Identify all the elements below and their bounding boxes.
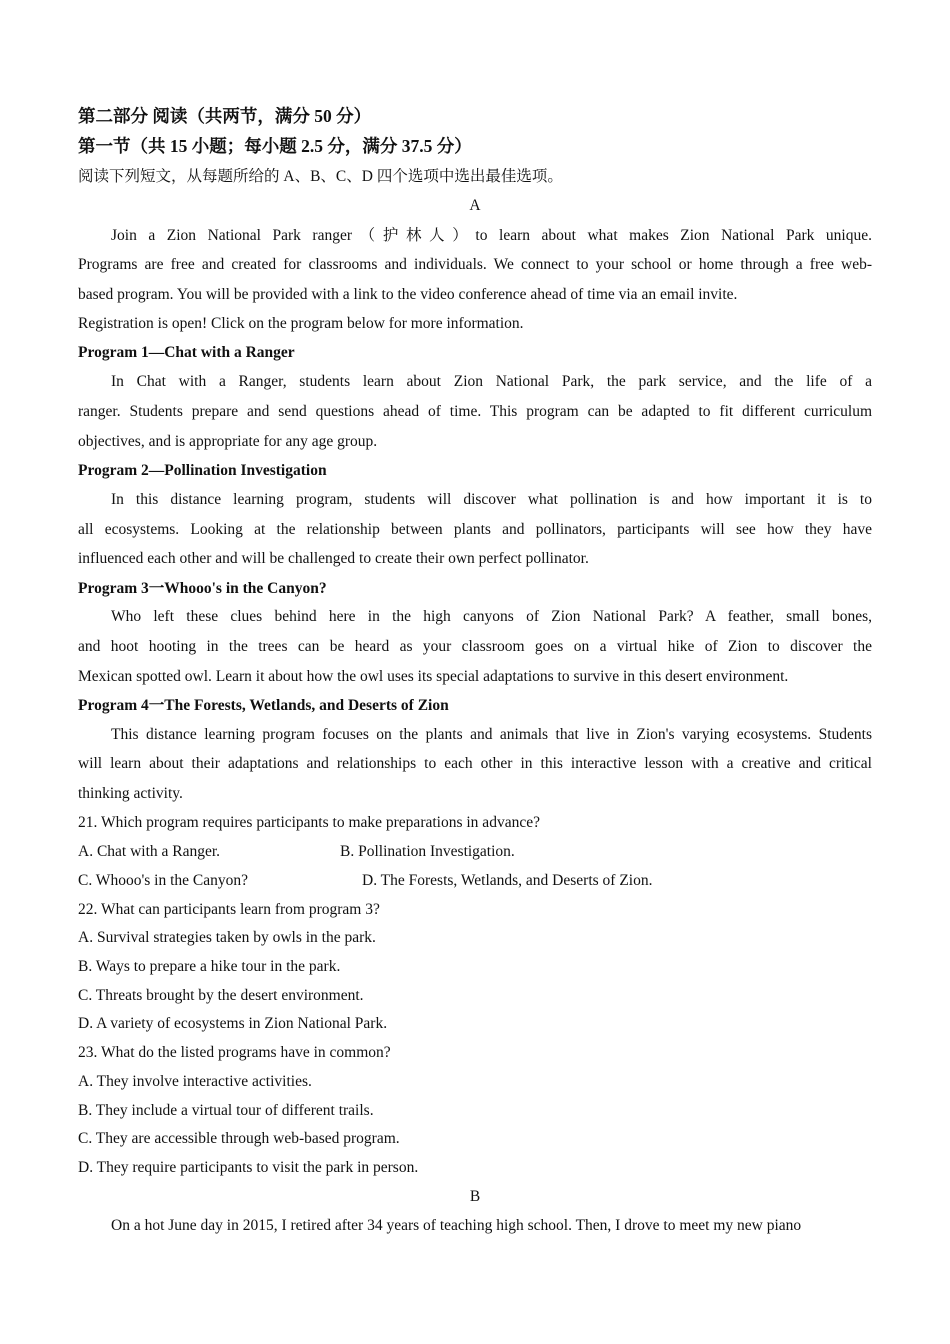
part-title: 第二部分 阅读（共两节，满分 50 分） [78,106,372,126]
option-d[interactable]: D. A variety of ecosystems in Zion National Park. [78,1015,388,1032]
program-3-line: and hoot hooting in the trees can be heard as your classroom goes on a virtual hike of Zion to discover the [78,638,872,655]
program-4-line: thinking activity. [78,785,183,802]
option-c[interactable]: C. Threats brought by the desert environment. [78,987,364,1004]
option-c[interactable]: C. They are accessible through web-based program. [78,1130,400,1147]
program-4-line: will learn about their adaptations and relationships to each other in this interactive lesson with a creative and critical [78,755,872,772]
program-4-line: This distance learning program focuses on the plants and animals that live in Zion's varying ecosystems. Students [111,726,872,743]
option-b[interactable]: B. Ways to prepare a hike tour in the park. [78,958,341,975]
section-title: 第一节（共 15 小题；每小题 2.5 分，满分 37.5 分） [78,136,472,156]
program-2-line: In this distance learning program, students will discover what pollination is and how important it is to [111,491,872,508]
intro-line: Registration is open! Click on the program below for more information. [78,315,524,332]
program-3-line: Who left these clues behind here in the high canyons of Zion National Park? A feather, small bones, [111,608,872,625]
intro-line: based program. You will be provided with a link to the video conference ahead of time via an email invite. [78,286,738,303]
passage-a-label: A [469,197,481,214]
option-b[interactable]: B. Pollination Investigation. [340,843,515,860]
passage-b-label: B [469,1188,481,1205]
instruction: 阅读下列短文，从每题所给的 A、B、C、D 四个选项中选出最佳选项。 [78,168,563,185]
intro-line: Programs are free and created for classrooms and individuals. We connect to your school or home through a free web- [78,256,872,273]
option-b[interactable]: B. They include a virtual tour of different trails. [78,1102,374,1119]
program-1-line: ranger. Students prepare and send questions ahead of time. This program can be adapted to fit different curriculum [78,403,872,420]
program-3-title: Program 3一Whooo's in the Canyon? [78,580,327,597]
option-d[interactable]: D. They require participants to visit the park in person. [78,1159,419,1176]
program-4-title: Program 4一The Forests, Wetlands, and Deserts of Zion [78,697,449,714]
program-3-line: Mexican spotted owl. Learn it about how the owl uses its special adaptations to survive in this desert environment. [78,668,789,685]
passage-b-first-line: On a hot June day in 2015, I retired after 34 years of teaching high school. Then, I drove to meet my new piano [111,1217,802,1234]
program-1-line: In Chat with a Ranger, students learn about Zion National Park, the park service, and the life of a [111,373,872,390]
option-d[interactable]: D. The Forests, Wetlands, and Deserts of Zion. [362,872,653,889]
option-a[interactable]: A. Chat with a Ranger. [78,843,221,860]
program-2-line: all ecosystems. Looking at the relationship between plants and pollinators, participants will see how they have [78,521,872,538]
option-a[interactable]: A. They involve interactive activities. [78,1073,312,1090]
question-23-stem: 23. What do the listed programs have in common? [78,1044,391,1061]
option-c[interactable]: C. Whooo's in the Canyon? [78,872,248,889]
question-21-stem: 21. Which program requires participants to make preparations in advance? [78,814,540,831]
program-2-title: Program 2—Pollination Investigation [78,462,327,479]
question-21-options-row [78,842,872,862]
program-1-line: objectives, and is appropriate for any age group. [78,433,378,450]
intro-line: Join a Zion National Park ranger（护林人）to learn about what makes Zion National Park unique. [111,227,872,244]
program-2-line: influenced each other and will be challenged to create their own perfect pollinator. [78,550,589,567]
program-1-title: Program 1—Chat with a Ranger [78,344,295,361]
option-a[interactable]: A. Survival strategies taken by owls in the park. [78,929,376,946]
question-21-options-row [78,871,872,891]
question-22-stem: 22. What can participants learn from program 3? [78,901,380,918]
